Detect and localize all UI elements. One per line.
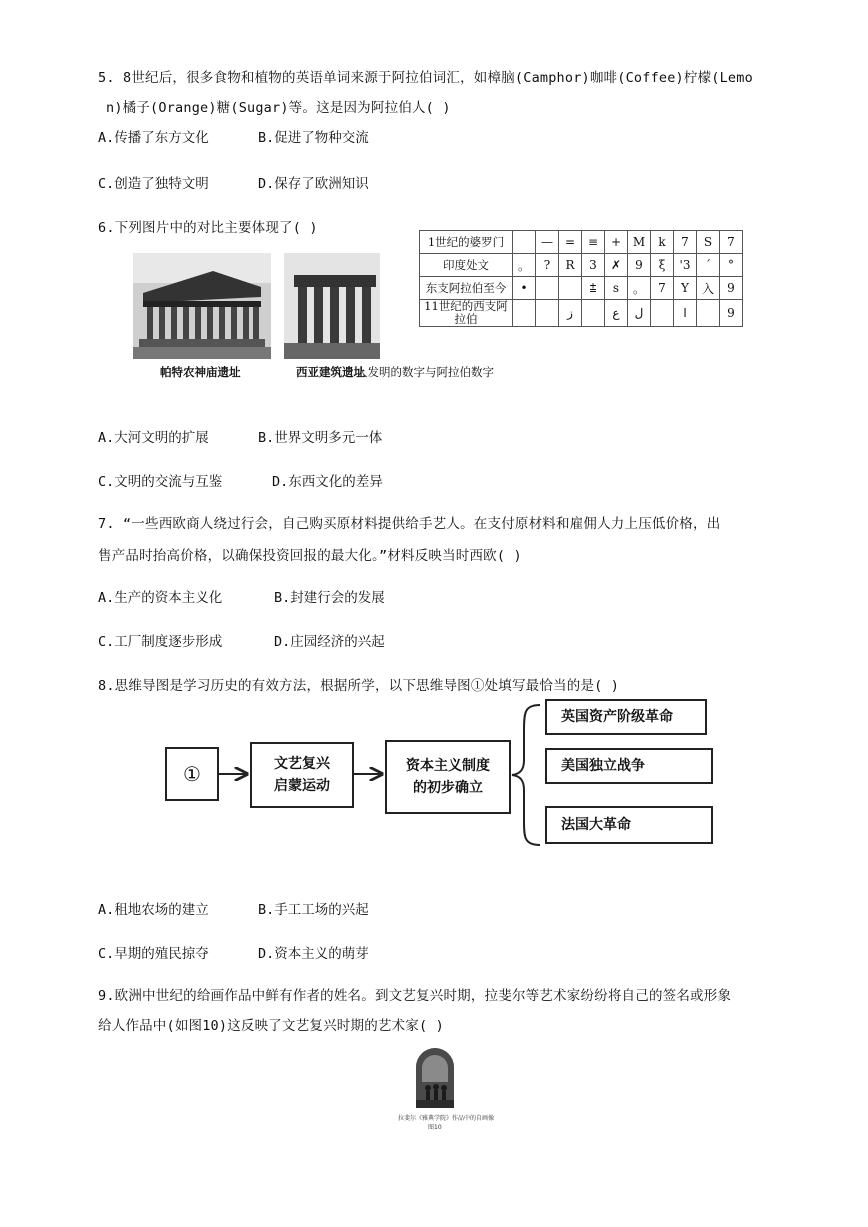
q8-option-d: D.资本主义的萌芽 xyxy=(258,946,369,962)
west-asia-ruins-photo xyxy=(284,253,380,359)
numerals-table xyxy=(419,230,743,327)
table-cell: 9 xyxy=(720,300,743,327)
row-head: 东支阿拉伯至今 xyxy=(420,277,513,300)
q8-option-b: B.手工工场的兴起 xyxy=(258,902,369,918)
table-cell: ξ xyxy=(651,254,674,277)
q6-option-b: B.世界文明多元一体 xyxy=(258,430,383,446)
table-cell: Y xyxy=(674,277,697,300)
table-row xyxy=(420,231,743,254)
table-cell: 9 xyxy=(720,277,743,300)
ruins-caption: 西亚建筑遗址 xyxy=(296,367,365,379)
table-cell: ? xyxy=(536,254,559,277)
table-cell: 入 xyxy=(697,277,720,300)
raphael-painting-image xyxy=(416,1048,454,1108)
parthenon-photo xyxy=(133,253,271,359)
table-cell: ° xyxy=(720,254,743,277)
table-cell: k xyxy=(651,231,674,254)
q9-stem-line1: 9.欧洲中世纪的给画作品中鲜有作者的姓名。到文艺复兴时期，拉斐尔等艺术家纷纷将自己的签名或形象 xyxy=(98,988,732,1004)
table-cell xyxy=(651,300,674,327)
row-head: 印度处文 xyxy=(420,254,513,277)
q9-stem-line2: 给人作品中(如图10)这反映了文艺复兴时期的艺术家( ) xyxy=(98,1018,444,1034)
box2-line2: 启蒙运动 xyxy=(274,778,330,794)
table-cell: M xyxy=(628,231,651,254)
mindmap-box-renaissance-enlightenment xyxy=(250,742,354,808)
figure-caption: 拉斐尔《雅典学院》作品中的自画像 xyxy=(398,1115,495,1122)
table-cell: ≡ xyxy=(582,231,605,254)
q6-option-c: C.文明的交流与互鉴 xyxy=(98,474,223,490)
row-head: 1世纪的婆罗门 xyxy=(420,231,513,254)
q6-option-a: A.大河文明的扩展 xyxy=(98,430,209,446)
mindmap-box-blank xyxy=(165,747,219,801)
table-cell: S xyxy=(697,231,720,254)
table-cell: ﺯ xyxy=(559,300,582,327)
table-cell: ﺍ xyxy=(674,300,697,327)
table-cell xyxy=(536,277,559,300)
q6-option-d: D.东西文化的差异 xyxy=(272,474,383,490)
q8-option-c: C.早期的殖民掠夺 xyxy=(98,946,209,962)
table-cell: ´ xyxy=(697,254,720,277)
q7-option-d: D.庄园经济的兴起 xyxy=(274,634,385,650)
q7-option-c: C.工厂制度逐步形成 xyxy=(98,634,223,650)
table-cell: 7 xyxy=(720,231,743,254)
table-cell: ⩲ xyxy=(582,277,605,300)
table-cell: ✗ xyxy=(605,254,628,277)
q8-stem: 8.思维导图是学习历史的有效方法，根据所学，以下思维导图①处填写最恰当的是( ) xyxy=(98,678,620,694)
table-cell: 3 xyxy=(582,254,605,277)
figure-number: 图10 xyxy=(428,1124,442,1131)
q5-option-d: D.保存了欧洲知识 xyxy=(258,176,369,192)
q5-stem-line1: 5. 8世纪后，很多食物和植物的英语单词来源于阿拉伯词汇，如樟脑(Camphor)咖啡(Coffee)柠檬(Lemo xyxy=(98,70,753,86)
table-row xyxy=(420,277,743,300)
table-row xyxy=(420,300,743,327)
q5-stem-line2: n)橘子(Orange)糖(Sugar)等。这是因为阿拉伯人( ) xyxy=(106,100,451,116)
table-cell xyxy=(582,300,605,327)
mindmap-box-capitalism xyxy=(385,740,511,814)
numerals-table-caption: 人发明的数字与阿拉伯数字 xyxy=(356,365,494,379)
mindmap-branch-french-revolution: 法国大革命 xyxy=(545,806,713,844)
table-cell xyxy=(559,277,582,300)
table-cell: '3 xyxy=(674,254,697,277)
table-cell: = xyxy=(559,231,582,254)
q7-stem-line1: 7. “一些西欧商人绕过行会，自己购买原材料提供给手艺人。在支付原材料和雇佣人力上压低价格，出 xyxy=(98,516,721,532)
table-cell: ﻉ xyxy=(605,300,628,327)
q5-option-c: C.创造了独特文明 xyxy=(98,176,209,192)
q7-option-a: A.生产的资本主义化 xyxy=(98,590,223,606)
table-cell xyxy=(697,300,720,327)
table-cell: ﻝ xyxy=(628,300,651,327)
table-cell xyxy=(513,231,536,254)
row-head: 11世纪的西支阿拉伯 xyxy=(420,300,513,327)
q5-option-b: B.促进了物种交流 xyxy=(258,130,369,146)
box2-line1: 文艺复兴 xyxy=(274,756,330,772)
table-cell: — xyxy=(536,231,559,254)
table-cell: 7 xyxy=(651,277,674,300)
table-cell: + xyxy=(605,231,628,254)
mindmap-branch-american-war: 美国独立战争 xyxy=(545,748,713,784)
table-row xyxy=(420,254,743,277)
table-cell: 9 xyxy=(628,254,651,277)
box3-line2: 的初步确立 xyxy=(413,780,483,796)
table-cell: • xyxy=(513,277,536,300)
table-cell: 7 xyxy=(674,231,697,254)
q6-stem: 6.下列图片中的对比主要体现了( ) xyxy=(98,220,318,236)
blank-marker: ① xyxy=(183,762,201,786)
q7-stem-line2: 售产品时抬高价格，以确保投资回报的最大化。”材料反映当时西欧( ) xyxy=(98,548,522,564)
table-cell: 。 xyxy=(513,254,536,277)
q5-option-a: A.传播了东方文化 xyxy=(98,130,209,146)
table-cell: s xyxy=(605,277,628,300)
q8-option-a: A.租地农场的建立 xyxy=(98,902,209,918)
table-cell xyxy=(513,300,536,327)
mindmap-branch-english-revolution: 英国资产阶级革命 xyxy=(545,699,707,735)
table-cell xyxy=(536,300,559,327)
parthenon-caption: 帕特农神庙遗址 xyxy=(160,367,241,379)
table-cell: 。 xyxy=(628,277,651,300)
box3-line1: 资本主义制度 xyxy=(406,758,490,774)
table-cell: R xyxy=(559,254,582,277)
q7-option-b: B.封建行会的发展 xyxy=(274,590,385,606)
